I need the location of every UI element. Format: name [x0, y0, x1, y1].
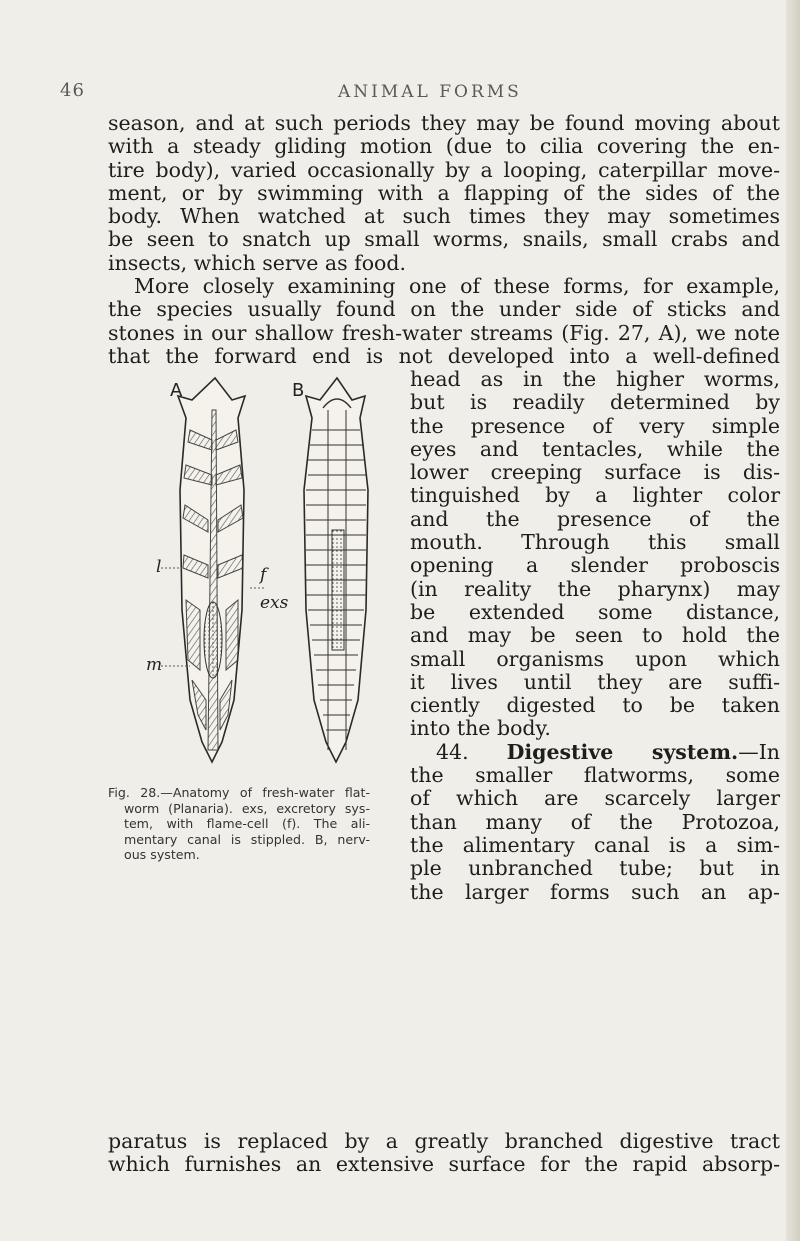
- text-line: opening a slender proboscis: [410, 553, 780, 578]
- planaria-figure: [146, 370, 400, 780]
- text-line: tire body), varied occasionally by a looping, caterpillar move-: [108, 157, 780, 182]
- section-lead: —In: [738, 739, 780, 764]
- figure-label-m: m: [146, 655, 163, 675]
- figure-caption: [108, 785, 370, 863]
- text-line: paratus is replaced by a greatly branched digestive tract: [108, 1129, 780, 1153]
- running-title: ANIMAL FORMS: [338, 82, 522, 102]
- text-line: ment, or by swimming with a flapping of the sides of the: [108, 180, 780, 205]
- text-line: be extended some distance,: [410, 599, 780, 624]
- text-line: (in reality the pharynx) may: [410, 576, 780, 601]
- text-line: the presence of very simple: [410, 413, 780, 438]
- caption-line: Fig. 28.—Anatomy of fresh-water flat-: [108, 785, 370, 800]
- figure-label-f: f: [260, 565, 267, 585]
- running-head: [0, 80, 800, 110]
- text-line: of which are scarcely larger: [410, 786, 780, 811]
- text-line: and the presence of the: [410, 506, 780, 531]
- text-line: ple unbranched tube; but in: [410, 856, 780, 881]
- text-line: than many of the Protozoa,: [410, 809, 780, 834]
- text-line: mouth. Through this small: [410, 530, 780, 555]
- figure-label-a: A: [170, 380, 183, 401]
- text-line: eyes and tentacles, while the: [410, 436, 780, 461]
- text-line: the alimentary canal is a sim-: [410, 832, 780, 857]
- text-line: be seen to snatch up small worms, snails, small crabs and: [108, 227, 780, 252]
- caption-line: mentary canal is stippled. B, nerv-: [124, 831, 370, 847]
- figure-label-exs: exs: [260, 593, 289, 613]
- text-line: and may be seen to hold the: [410, 623, 780, 648]
- text-line: season, and at such periods they may be found moving about: [108, 111, 780, 135]
- page-number: 46: [60, 80, 85, 101]
- text-line: head as in the higher worms,: [410, 367, 780, 391]
- text-line: More closely examining one of these forms, for example,: [134, 274, 780, 299]
- text-line: body. When watched at such times they may sometimes: [108, 204, 780, 229]
- text-line: tinguished by a lighter color: [410, 483, 780, 508]
- section-heading-line: [410, 741, 780, 764]
- text-line: the species usually found on the under side of sticks and: [108, 297, 780, 322]
- page-edge-shadow: [786, 0, 800, 1241]
- worm-a-pharynx: [204, 602, 222, 678]
- text-line: it lives until they are suffi-: [410, 669, 780, 694]
- text-line: stones in our shallow fresh-water streams (Fig. 27, A), we note: [108, 320, 780, 345]
- text-line: ciently digested to be taken: [410, 693, 780, 718]
- text-line: which furnishes an extensive surface for the rapid absorp-: [108, 1152, 780, 1177]
- text-line: lower creeping surface is dis-: [410, 460, 780, 485]
- caption-line: tem, with flame-cell (f). The ali-: [124, 816, 370, 832]
- text-line: the larger forms such an ap-: [410, 879, 780, 904]
- text-line: into the body.: [410, 716, 551, 741]
- text-line: but is readily determined by: [410, 390, 780, 415]
- bottom-paragraph: [108, 1130, 780, 1177]
- text-line: that the forward end is not developed into a well-defined: [108, 343, 780, 368]
- text-line: with a steady gliding motion (due to cilia covering the en-: [108, 134, 780, 159]
- caption-line: worm (Planaria). exs, excretory sys-: [124, 800, 370, 816]
- planaria-illustration: [146, 370, 400, 780]
- section-number: 44.: [436, 739, 469, 764]
- top-paragraph: [108, 112, 780, 368]
- section-heading: Digestive system.: [506, 739, 739, 764]
- text-line: the smaller flatworms, some: [410, 763, 780, 788]
- text-line: insects, which serve as food.: [108, 250, 407, 275]
- figure-label-b: B: [292, 380, 305, 401]
- caption-line: ous system.: [124, 847, 200, 863]
- text-line: small organisms upon which: [410, 646, 780, 671]
- figure-label-l: l: [156, 557, 162, 577]
- narrow-text-column: [410, 368, 780, 904]
